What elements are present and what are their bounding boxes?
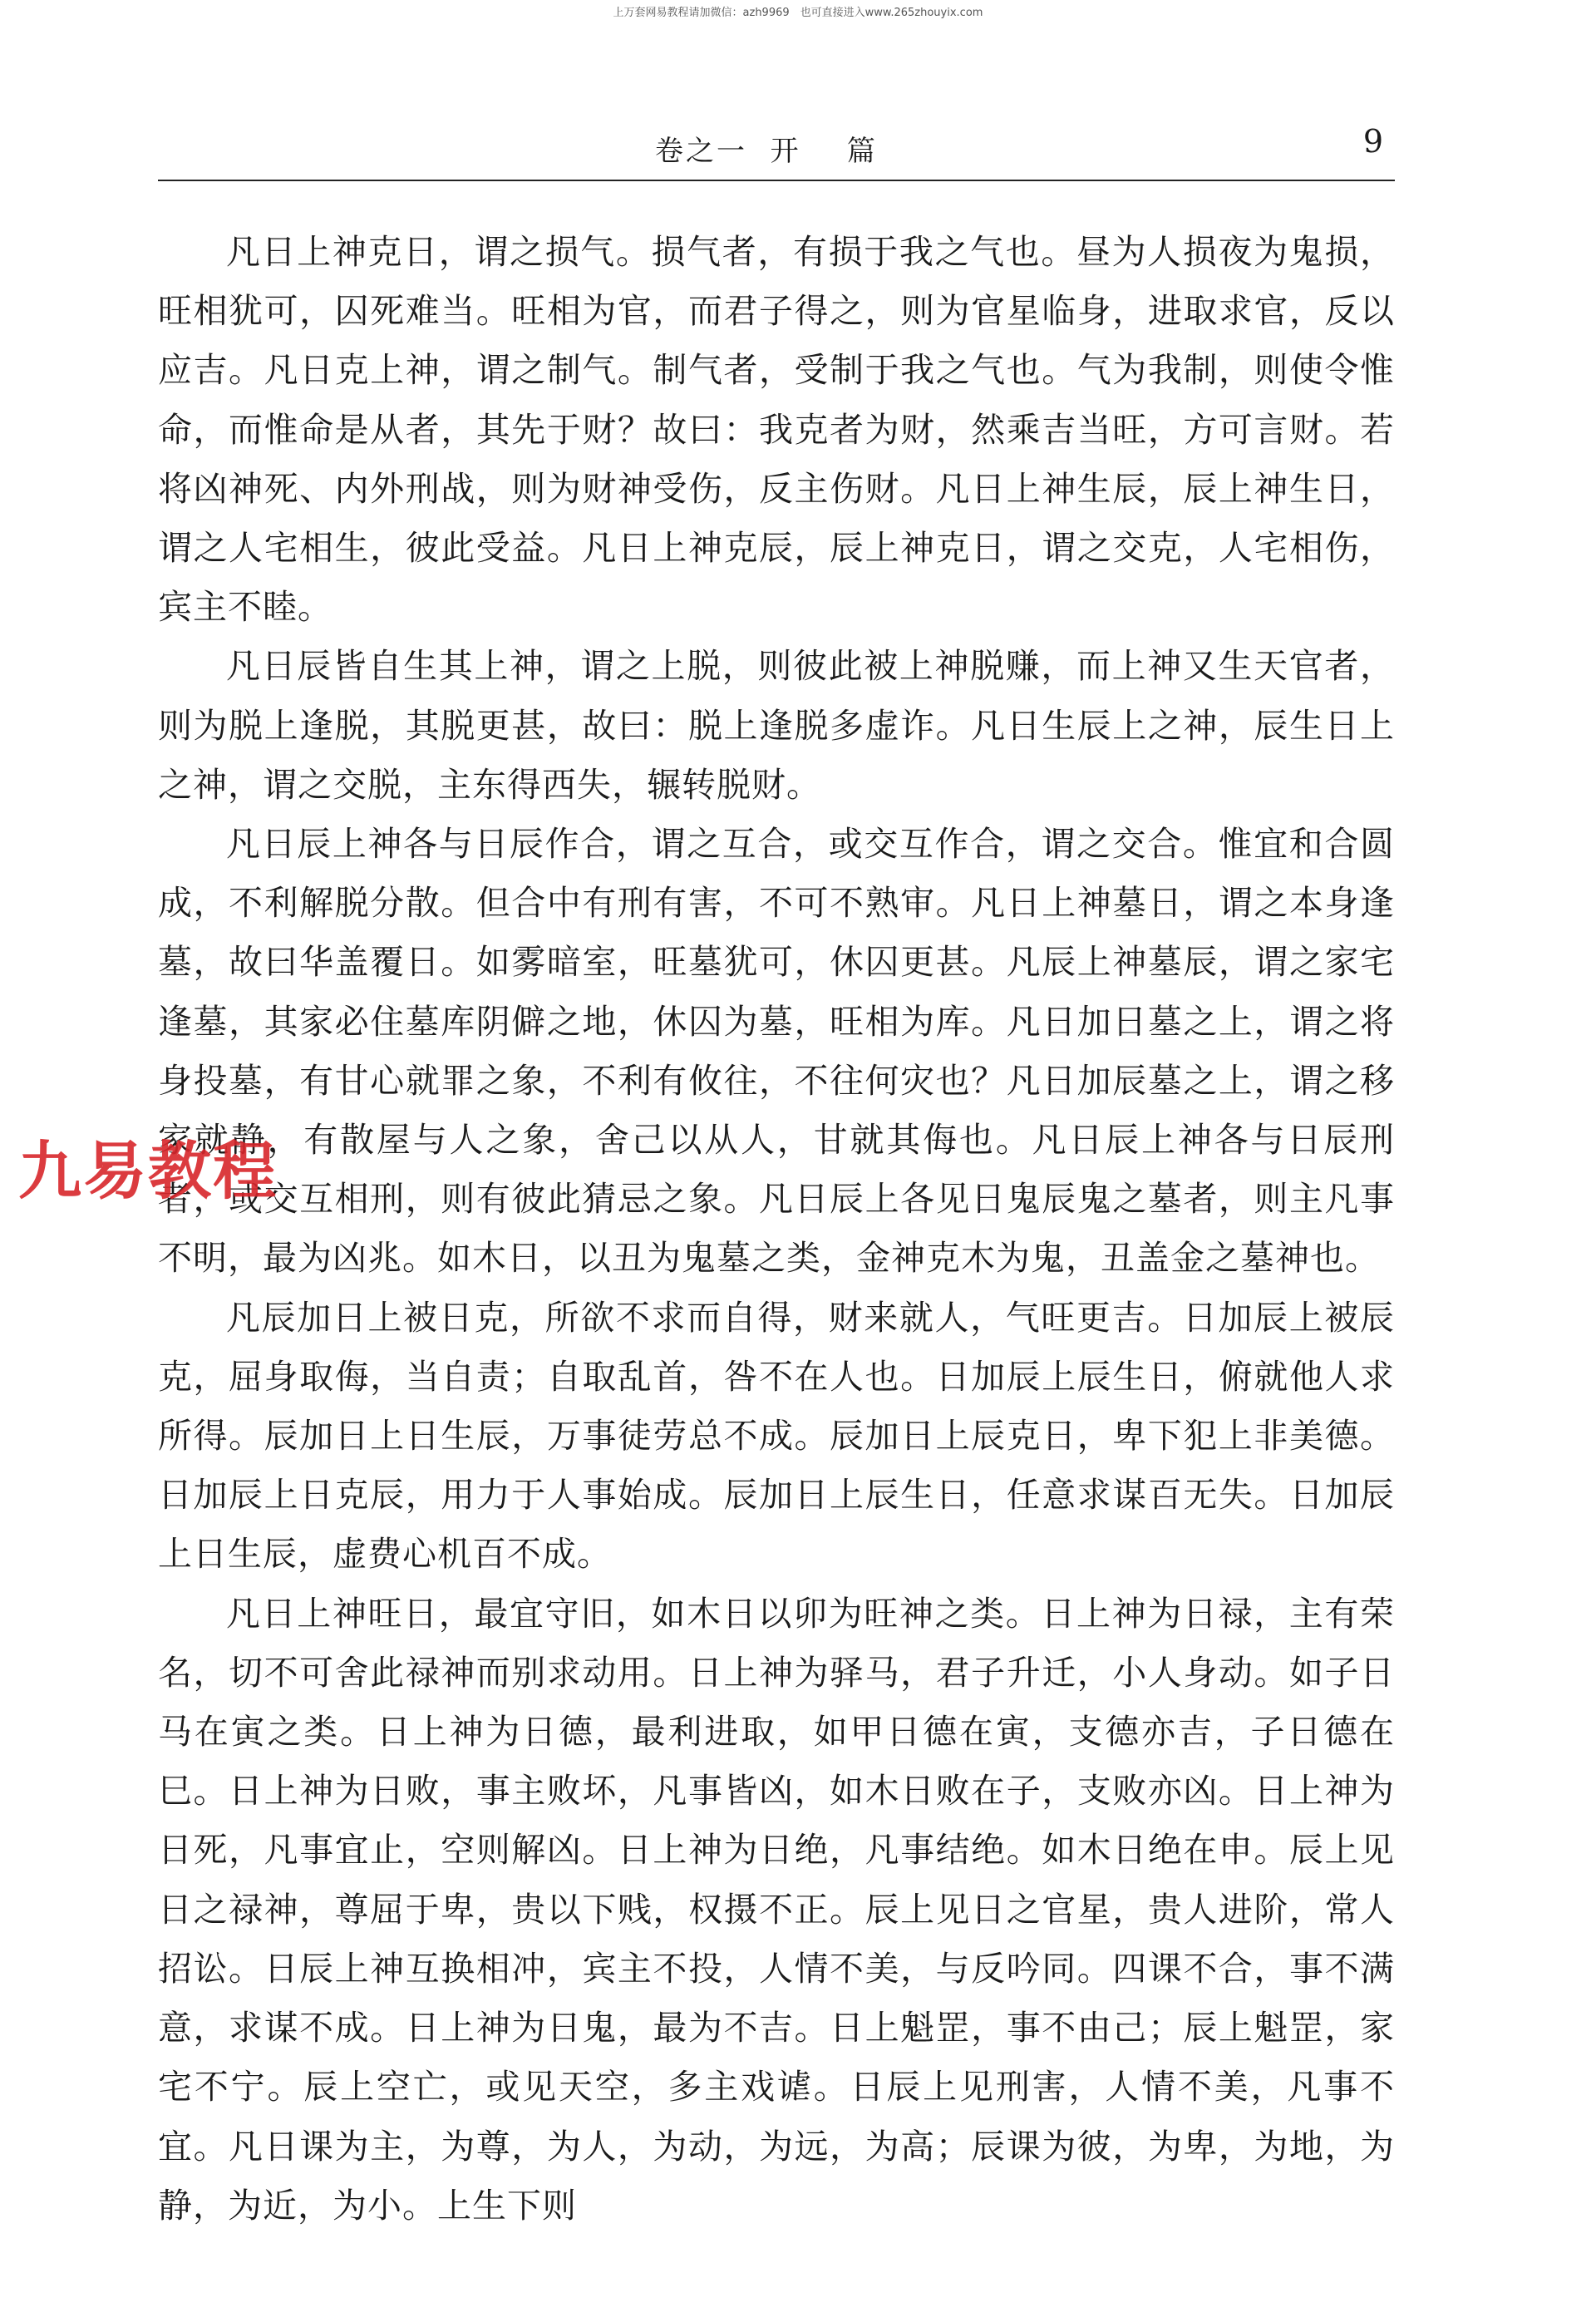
watermark-logo: 九易教程 [18,1134,278,1208]
page-number: 9 [1362,123,1383,160]
paragraph: 凡日辰上神各与日辰作合，谓之互合，或交互作合，谓之交合。惟宜和合圆成，不利解脱分散。但合中有刑有害，不可不熟审。凡日上神墓日，谓之本身逢墓，故曰华盖覆日。如雾暗室，旺墓犹可，休囚更甚。凡辰上神墓辰，谓之家宅逢墓，其家必住墓库阴僻之地，休囚为墓，旺相为库。凡日加日墓之上，谓之将身投墓，有甘心就罪之象，不利有攸往，不往何灾也？凡日加辰墓之上，谓之移家就静，有散屋与人之象，舍己以从人，甘就其侮也。凡日辰上神各与日辰刑者，或交互相刑，则有彼此猜忌之象。凡日辰上各见日鬼辰鬼之墓者，则主凡事不明，最为凶兆。如木日，以丑为鬼墓之类，金神克木为鬼，丑盖金之墓神也。 [158,824,1395,1279]
header-rule [158,180,1395,181]
running-title: 卷之一 开 篇 [655,135,878,168]
paragraph: 凡辰加日上被日克，所欲不求而自得，财来就人，气旺更吉。日加辰上被辰克，屈身取侮，当自责；自取乱首，咎不在人也。日加辰上辰生日，俯就他人求所得。辰加日上日生辰，万事徒劳总不成。辰加日上辰克日，卑下犯上非美德。日加辰上日克辰，用力于人事始成。辰加日上辰生日，任意求谋百无失。日加辰上日生辰，虚费心机百不成。 [158,1297,1395,1575]
paragraph: 凡日上神克日，谓之损气。损气者，有损于我之气也。昼为人损夜为鬼损，旺相犹可，囚死难当。旺相为官，而君子得之，则为官星临身，进取求官，反以应吉。凡日克上神，谓之制气。制气者，受制于我之气也。气为我制，则使令惟命，而惟命是从者，其先于财？故曰：我克者为财，然乘吉当旺，方可言财。若将凶神死、内外刑战，则为财神受伤，反主伤财。凡日上神生辰，辰上神生日，谓之人宅相生，彼此受益。凡日上神克辰，辰上神克日，谓之交克，人宅相伤，宾主不睦。 [158,232,1395,628]
paragraph: 凡日辰皆自生其上神，谓之上脱，则彼此被上神脱赚，而上神又生天官者，则为脱上逢脱，其脱更甚，故曰：脱上逢脱多虚诈。凡日生辰上之神，辰生日上之神，谓之交脱，主东得西失，辗转脱财。 [158,646,1395,805]
body-text [158,223,1395,2236]
page-header [158,123,1395,173]
paragraph: 凡日上神旺日，最宜守旧，如木日以卯为旺神之类。日上神为日禄，主有荣名，切不可舍此禄神而别求动用。日上神为驿马，君子升迁，小人身动。如子日马在寅之类。日上神为日德，最利进取，如甲日德在寅，支德亦吉，子日德在巳。日上神为日败，事主败坏，凡事皆凶，如木日败在子，支败亦凶。日上神为日死，凡事宜止，空则解凶。日上神为日绝，凡事结绝。如木日绝在申。辰上见日之禄神，尊屈于卑，贵以下贱，权摄不正。辰上见日之官星，贵人进阶，常人招讼。日辰上神互换相冲，宾主不投，人情不美，与反吟同。四课不合，事不满意，求谋不成。日上神为日鬼，最为不吉。日上魁罡，事不由己；辰上魁罡，家宅不宁。辰上空亡，或见天空，多主戏谑。日辰上见刑害，人情不美，凡事不宜。凡日课为主，为尊，为人，为动，为远，为高；辰课为彼，为卑，为地，为静，为近，为小。上生下则 [158,1593,1395,2226]
top-source-note: 上万套网易教程请加微信：azh9969 也可直接进入www.265zhouyix.com [613,7,983,19]
